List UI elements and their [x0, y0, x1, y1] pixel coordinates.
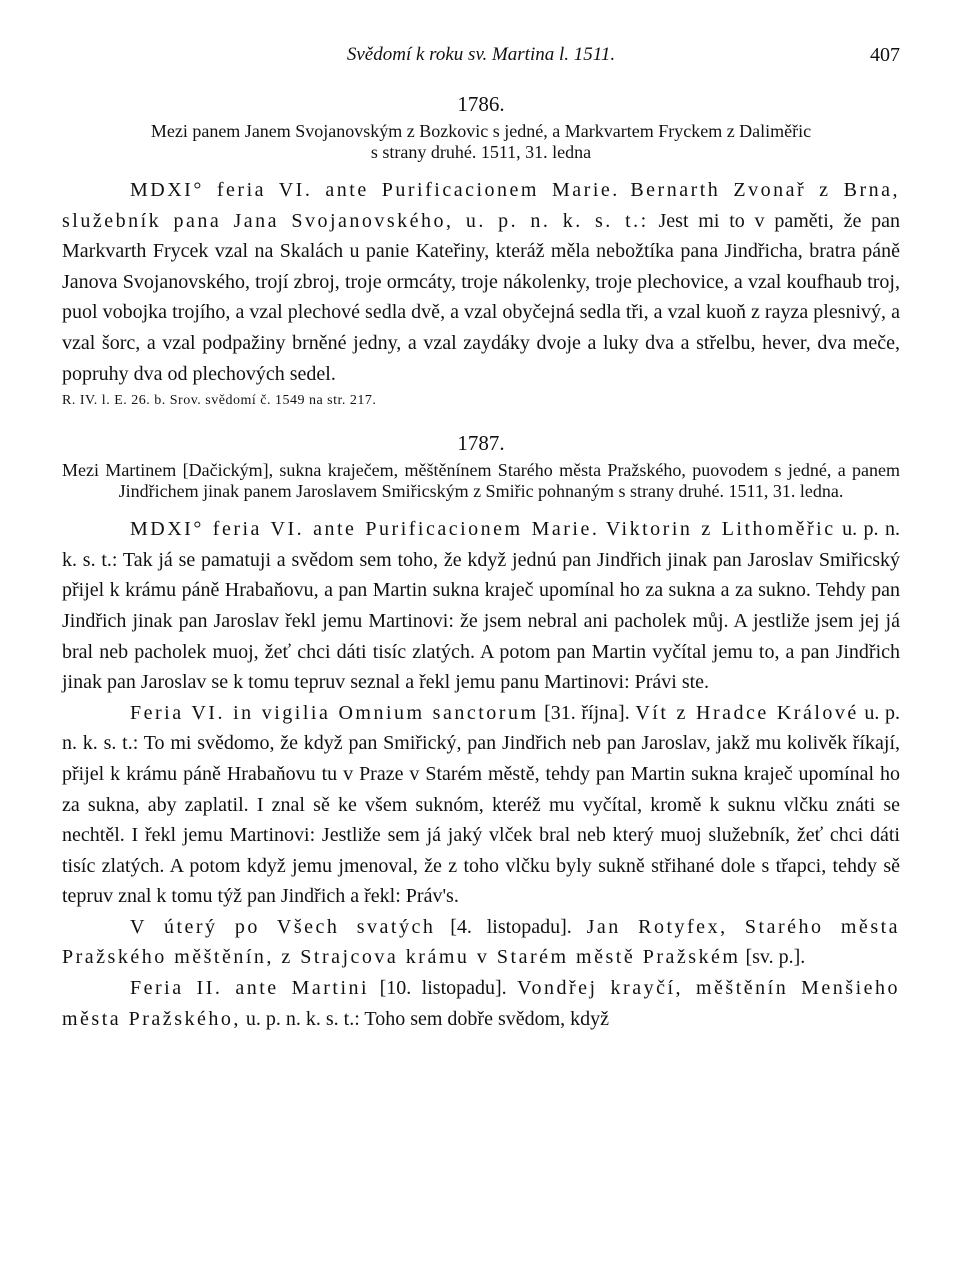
entry-number-1786: 1786.: [457, 92, 505, 116]
testimony-date: V úterý po Všech svatých: [130, 915, 436, 938]
witness-name: Viktorin z Lithoměřic: [605, 518, 836, 541]
testimony-date: Feria VI. in vigilia Omnium sanctorum: [130, 701, 539, 724]
date-bracket: [10. listopadu].: [379, 977, 507, 1000]
witness-name: Jan Rotyfex, Starého města Pražského měštěnín, z Strajcova krámu v Starém městě Pražském: [62, 915, 901, 969]
testimony-text: u. p. n. k. s. t.: Tak já se pamatuji a svědom sem toho, že když jednú pan Jindřich jinak pan Jaroslav Smiřicský přijel k krámu páně Hrabaňovu, a pan Martin sukna kraječ upomínal ho za sukna a za sukno. Tehdy pan Jindřich jinak pan Jaroslav řekl jemu Martinovi: že jsem nebral ani pacholek můj. A jestliže jsem jej já bral neb pacholek muoj, žeť chci dáti tisíc zlatých. A potom pan Martin vyčítal jemu to, a pan Jindřich jinak pan Jaroslav se k tomu tepruv seznal a řekl jemu panu Martinovi: Právi ste.: [62, 518, 901, 694]
running-header: [62, 40, 900, 76]
entry-summary-1786: [62, 121, 900, 163]
entry-number-1787: 1787.: [457, 431, 505, 456]
summary-line-2: s strany druhé. 1511, 31. ledna: [370, 142, 592, 162]
witness-name: Vít z Hradce Králové: [635, 701, 859, 724]
witness-name: Vondřej krayčí, měštěnín Menšieho města Pražského,: [62, 977, 901, 1030]
testimony-text: Jest mi to v paměti, že pan Markvarth Frycek vzal na Skalách u panie Kateřiny, kteráž měla nebožtíka pana Jindřicha, bratra páně Janova Svojanovského, trojí zbroj, troje ormcáty, troje nákolenky, troje plechovice, a vzal koufhaub troj, puol vobojka trojího, a vzal plechové sedla dvě, a vzal obyčejná sedla tři, a vzal kuoň z rayza plesnivý, a vzal šorc, a vzal podpažiny brněné jedny, a vzal zaydáky dvoje a luky dva a střelbu, hever, dva meče, popruhy dva od plechových sedel.: [62, 209, 900, 385]
testimony-paragraph: [62, 973, 900, 1034]
testimony-paragraph: [62, 698, 900, 912]
witness-name: Bernarth Zvonař z Brna, služebník pana Jana Svojanovského, u. p. n. k. s. t.:: [62, 179, 900, 232]
page-number: 407: [870, 44, 900, 66]
date-bracket: [31. října].: [544, 701, 630, 724]
testimony-text: [sv. p.].: [745, 946, 806, 969]
testimony-date: Feria II. ante Martini: [130, 977, 370, 1000]
summary-line-1: Mezi panem Janem Svojanovským z Bozkovic s jedné, a Markvartem Fryckem z Daliměřic: [150, 121, 812, 141]
testimony-date: MDXI° feria VI. ante Purificacionem Marie.: [130, 518, 600, 541]
testimony-text: u. p. n. k. s. t.: Toho sem dobře svědom, když: [245, 1007, 610, 1030]
date-bracket: [4. listopadu].: [450, 915, 572, 938]
testimony-paragraph: [62, 514, 900, 698]
testimony-date: MDXI° feria VI. ante Purificacionem Marie.: [130, 179, 620, 201]
testimony-paragraph: [62, 175, 900, 389]
entry-summary-1787: Mezi Martinem [Dačickým], sukna kraječem, měštěnínem Starého města Pražského, puovodem s jedné, a panem Jindřichem jinak panem Jaroslavem Smiřicským z Smiřic pohnaným s strany druhé. 1511, 31. ledna.: [62, 460, 900, 502]
testimony-text: u. p. n. k. s. t.: To mi svědomo, že když pan Smiřický, pan Jindřich neb pan Jaroslav, jakž mu kolivěk říkají, přijel k krámu páně Hrabaňovu tu v Praze v Starém městě, tehdy pan Martin sukna kraječ upomínal ho za sukna, aby zaplatil. I znal sě ke všem suknóm, kteréž mu vyčítal, kromě k suknu vlčku znáti se nechtěl. I řekl jemu Martinovi: Jestliže sem já jaký vlček bral neb který muoj služebník, žeť chci dáti tisíc zlatých. A potom když jemu jmenoval, že z toho vlčku byly sukně střihané dole s třapci, tehdy sě tepruv znal k tomu týž pan Jindřich a řekl: Práv's.: [62, 701, 901, 908]
running-title: Svědomí k roku sv. Martina l. 1511.: [346, 44, 616, 65]
source-reference: R. IV. l. E. 26. b. Srov. svědomí č. 1549 na str. 217.: [62, 393, 377, 409]
testimony-paragraph: [62, 912, 900, 973]
